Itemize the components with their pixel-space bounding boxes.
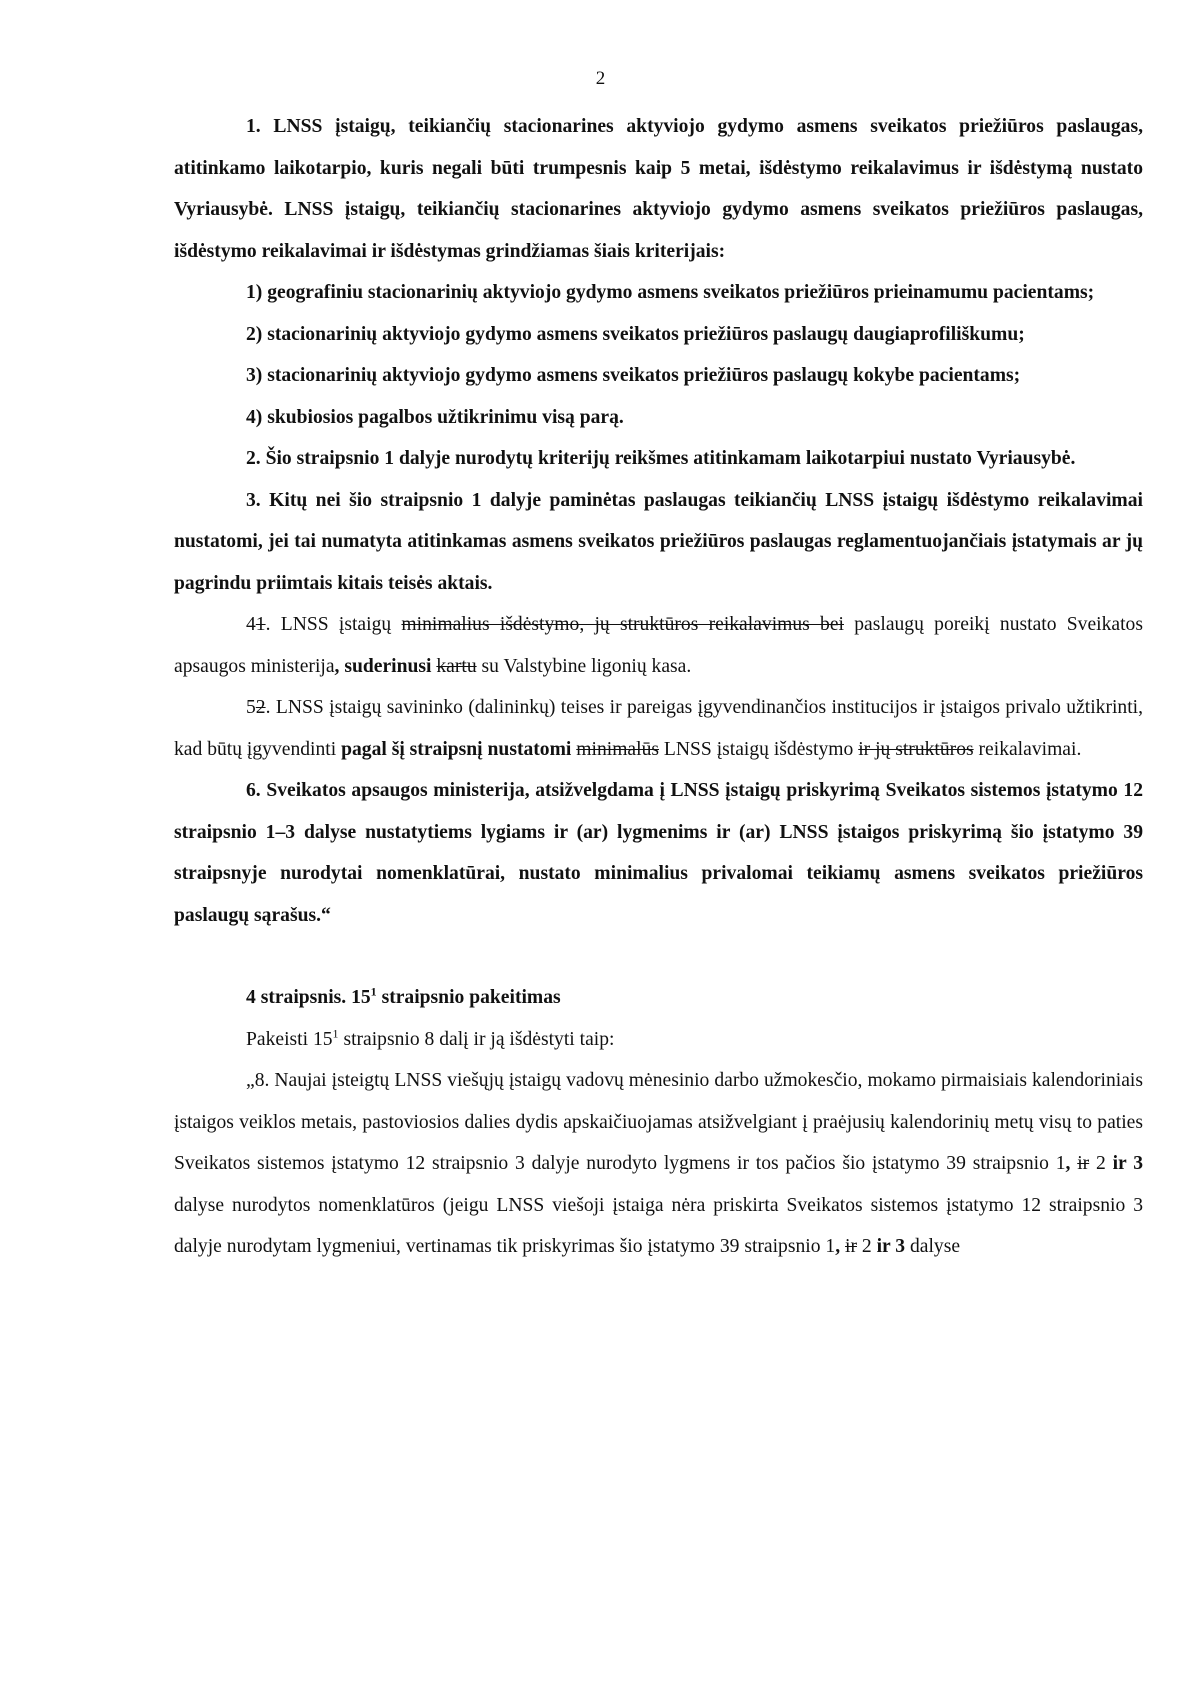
criterion-2: 2) stacionarinių aktyviojo gydymo asmens sveikatos priežiūros paslaugų daugiaprofiliškumu;	[246, 323, 1025, 345]
article-4-intro	[174, 1019, 1143, 1061]
paragraph-4-struck-1: minimalius išdėstymo, jų struktūros reikalavimus bei	[401, 614, 844, 635]
quote-text-5: dalyse	[905, 1236, 961, 1257]
paragraph-4-text-3: su Valstybine ligonių kasa.	[476, 655, 692, 677]
quote-struck-2: ir	[845, 1236, 857, 1257]
paragraph-5-text-1: . LNSS įstaigų savininko (dalininkų) teises ir pareigas įgyvendinančios institucijos ir įstaigos privalo užtikrinti, kad būtų įgyvendinti	[174, 697, 1143, 760]
paragraph-6: 6. Sveikatos apsaugos ministerija, atsižvelgdama į LNSS įstaigų priskyrimą Sveikatos sistemos įstatymo 12 straipsnio 1–3 dalyse nustatytiems lygiams ir (ar) lygmenims ir (ar) LNSS įstaigos priskyrimą šio įstatymo 39 straipsnyje nurodytai nomenklatūrai, nustato minimalius privalomai teikiamų asmens sveikatos priežiūros paslaugų sąrašus.“	[174, 780, 1143, 926]
section-gap	[174, 936, 1143, 977]
paragraph-5-bold-1: pagal šį straipsnį nustatomi	[341, 738, 572, 760]
paragraph-5-text-3: reikalavimai.	[973, 738, 1082, 760]
criterion-4: 4) skubiosios pagalbos užtikrinimu visą parą.	[246, 406, 624, 428]
article-4-heading-superscript: 1	[370, 984, 377, 999]
quote-bold-comma-2: ,	[835, 1236, 841, 1257]
paragraph-4	[174, 604, 1143, 687]
quote-struck-1: ir	[1077, 1153, 1090, 1174]
paragraph-5-struck-1: minimalūs	[576, 738, 659, 760]
criterion-1: 1) geografiniu stacionarinių aktyviojo gydymo asmens sveikatos priežiūros prieinamumu pacientams;	[246, 282, 1095, 303]
quote-text-2: 2	[1089, 1153, 1113, 1174]
paragraph-4-bold-1: , suderinusi	[334, 655, 432, 677]
article-4-intro-superscript: 1	[332, 1025, 339, 1040]
paragraph-5-struck-2: ir jų struktūros	[858, 738, 974, 760]
quote-text-1: „8. Naujai įsteigtų LNSS viešųjų įstaigų vadovų mėnesinio darbo užmokesčio, mokamo pirmaisiais kalendoriniais įstaigos veiklos metais, pastoviosios dalies dydis apskaičiuojamas atsižvelgiant į praėjusių kalendorinių metų visų to paties Sveikatos sistemos įstatymo 12 straipsnio 3 dalyje nurodyto lygmens ir tos pačios šio įstatymo 39 straipsnio 1	[174, 1070, 1143, 1174]
paragraph-4-text-1: . LNSS įstaigų	[265, 614, 402, 635]
article-4-intro-text-b: straipsnio 8 dalį ir ją išdėstyti taip:	[338, 1028, 615, 1050]
article-4-heading-text-a: 4 straipsnis. 15	[246, 987, 371, 1008]
page-number: 2	[595, 68, 606, 89]
paragraph-2: 2. Šio straipsnio 1 dalyje nurodytų kriterijų reikšmes atitinkamam laikotarpiui nustato Vyriausybė.	[246, 448, 1076, 469]
paragraph-5-number-old-struck: 2	[255, 697, 266, 718]
article-4-quoted-paragraph	[174, 1060, 1143, 1268]
quote-bold-comma-1: ,	[1065, 1153, 1071, 1174]
quote-bold-4: ir 3	[876, 1236, 906, 1257]
paragraph-5-number-new: 5	[246, 697, 256, 718]
paragraph-4-text-2: paslaugų poreikį nustato Sveikatos apsaugos ministerija	[174, 614, 1143, 677]
paragraph-4-number-old-struck: 1	[255, 614, 266, 635]
paragraph-5	[174, 687, 1143, 770]
article-4-heading	[174, 977, 1143, 1019]
quote-text-4: 2	[856, 1236, 877, 1257]
paragraph-5-text-2: LNSS įstaigų išdėstymo	[659, 738, 859, 760]
quote-bold-2: ir 3	[1112, 1153, 1143, 1174]
article-4-heading-text-b: straipsnio pakeitimas	[376, 987, 561, 1008]
paragraph-1: 1. LNSS įstaigų, teikiančių stacionarines aktyviojo gydymo asmens sveikatos priežiūros paslaugas, atitinkamo laikotarpio, kuris negali būti trumpesnis kaip 5 metai, išdėstymo reikalavimus ir išdėstymą nustato Vyriausybė. LNSS įstaigų, teikiančių stacionarines aktyviojo gydymo asmens sveikatos priežiūros paslaugas, išdėstymo reikalavimai ir išdėstymas grindžiamas šiais kriterijais:	[174, 116, 1143, 262]
article-4-intro-text-a: Pakeisti 15	[246, 1028, 333, 1050]
criterion-3: 3) stacionarinių aktyviojo gydymo asmens sveikatos priežiūros paslaugų kokybe pacientams;	[246, 365, 1021, 386]
paragraph-4-struck-2: kartu	[436, 655, 477, 677]
quote-text-3: dalyse nurodytos nomenklatūros (jeigu LNSS viešoji įstaiga nėra priskirta Sveikatos sistemos įstatymo 12 straipsnio 3 dalyje nurodytam lygmeniui, vertinamas tik priskyrimas šio įstatymo 39 straipsnio 1	[174, 1194, 1143, 1257]
paragraph-3: 3. Kitų nei šio straipsnio 1 dalyje paminėtas paslaugas teikiančių LNSS įstaigų išdėstymo reikalavimai nustatomi, jei tai numatyta atitinkamas asmens sveikatos priežiūros paslaugas reglamentuojančiais įstatymais ar jų pagrindu priimtais kitais teisės aktais.	[174, 489, 1143, 594]
paragraph-4-number-new: 4	[246, 614, 256, 635]
